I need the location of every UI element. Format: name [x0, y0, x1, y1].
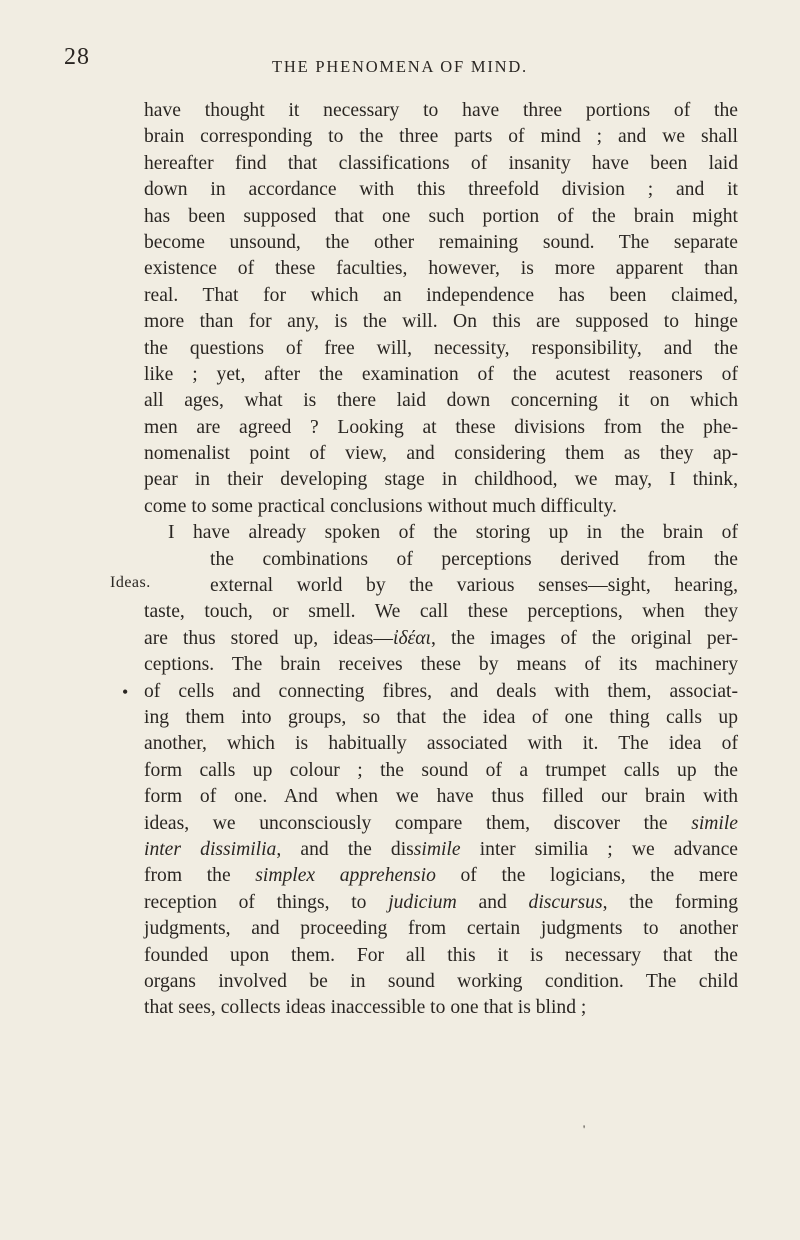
text-line: the combinations of perceptions derived from the: [210, 548, 738, 570]
body-text: [144, 98, 738, 1022]
text-line: nomenalist point of view, and considering them as they ap-: [144, 443, 738, 465]
italic-phrase: simile: [691, 812, 738, 834]
text-line: form calls up colour ; the sound of a trumpet calls up the: [144, 759, 738, 781]
text-line: taste, touch, or smell. We call these perceptions, when they: [144, 601, 738, 623]
bottom-mark: ': [583, 1122, 586, 1136]
text-line: become unsound, the other remaining sound. The separate: [144, 231, 738, 253]
text-line: form of one. And when we have thus filled our brain with: [144, 786, 738, 808]
text-line: inter dissimilia, and the dissimile inter similia ; we advance: [144, 838, 738, 860]
italic-phrase: discursus: [528, 891, 603, 913]
text-line: have thought it necessary to have three portions of the: [144, 100, 738, 121]
text-line: brain corresponding to the three parts of mind ; and we shall: [144, 126, 738, 148]
text-line: of cells and connecting fibres, and deals with them, associat-: [144, 680, 738, 702]
margin-dot: •: [122, 682, 129, 702]
text-line: external world by the various senses—sight, hearing,: [210, 575, 738, 597]
text-line: another, which is habitually associated with it. The idea of: [144, 733, 738, 755]
text-line: down in accordance with this threefold division ; and it: [144, 179, 738, 201]
margin-note: Ideas.: [110, 574, 151, 591]
italic-phrase: ἰδέαι: [393, 627, 432, 649]
running-title: THE PHENOMENA OF MIND.: [272, 57, 528, 76]
text-line: organs involved be in sound working condition. The child: [144, 970, 738, 992]
text-line: more than for any, is the will. On this are supposed to hinge: [144, 311, 738, 333]
text-line: real. That for which an independence has been claimed,: [144, 284, 738, 306]
text-line: the questions of free will, necessity, responsibility, and the: [144, 337, 738, 359]
text-line: like ; yet, after the examination of the acutest reasoners of: [144, 363, 738, 385]
text-line: pear in their developing stage in childhood, we may, I think,: [144, 469, 738, 491]
text-line: I have already spoken of the storing up in the brain of: [168, 522, 738, 544]
text-line: that sees, collects ideas inaccessible to one that is blind ;: [144, 997, 587, 1019]
italic-phrase: simile: [413, 838, 461, 860]
text-line: all ages, what is there laid down concerning it on which: [144, 390, 738, 412]
text-line: judgments, and proceeding from certain judgments to another: [144, 918, 738, 940]
text-line: ceptions. The brain receives these by means of its machinery: [144, 654, 738, 676]
text-line: men are agreed ? Looking at these divisions from the phe-: [144, 416, 738, 438]
text-line: reception of things, to judicium and discursus, the forming: [144, 891, 738, 913]
page-number: 28: [64, 44, 90, 70]
text-line: existence of these faculties, however, is more apparent than: [144, 258, 738, 280]
italic-phrase: inter dissimilia: [144, 838, 277, 860]
text-line: hereafter find that classifications of insanity have been laid: [144, 152, 738, 174]
text-line: ing them into groups, so that the idea of one thing calls up: [144, 706, 738, 728]
italic-phrase: judicium: [388, 891, 457, 913]
text-line: founded upon them. For all this it is necessary that the: [144, 944, 738, 966]
italic-phrase: simplex apprehensio: [255, 865, 436, 887]
text-line: from the simplex apprehensio of the logicians, the mere: [144, 865, 738, 887]
text-line: are thus stored up, ideas—ἰδέαι, the images of the original per-: [144, 627, 738, 649]
text-line: ideas, we unconsciously compare them, discover the simile: [144, 812, 738, 834]
text-line: has been supposed that one such portion of the brain might: [144, 205, 738, 227]
text-line: come to some practical conclusions without much difficulty.: [144, 495, 617, 517]
